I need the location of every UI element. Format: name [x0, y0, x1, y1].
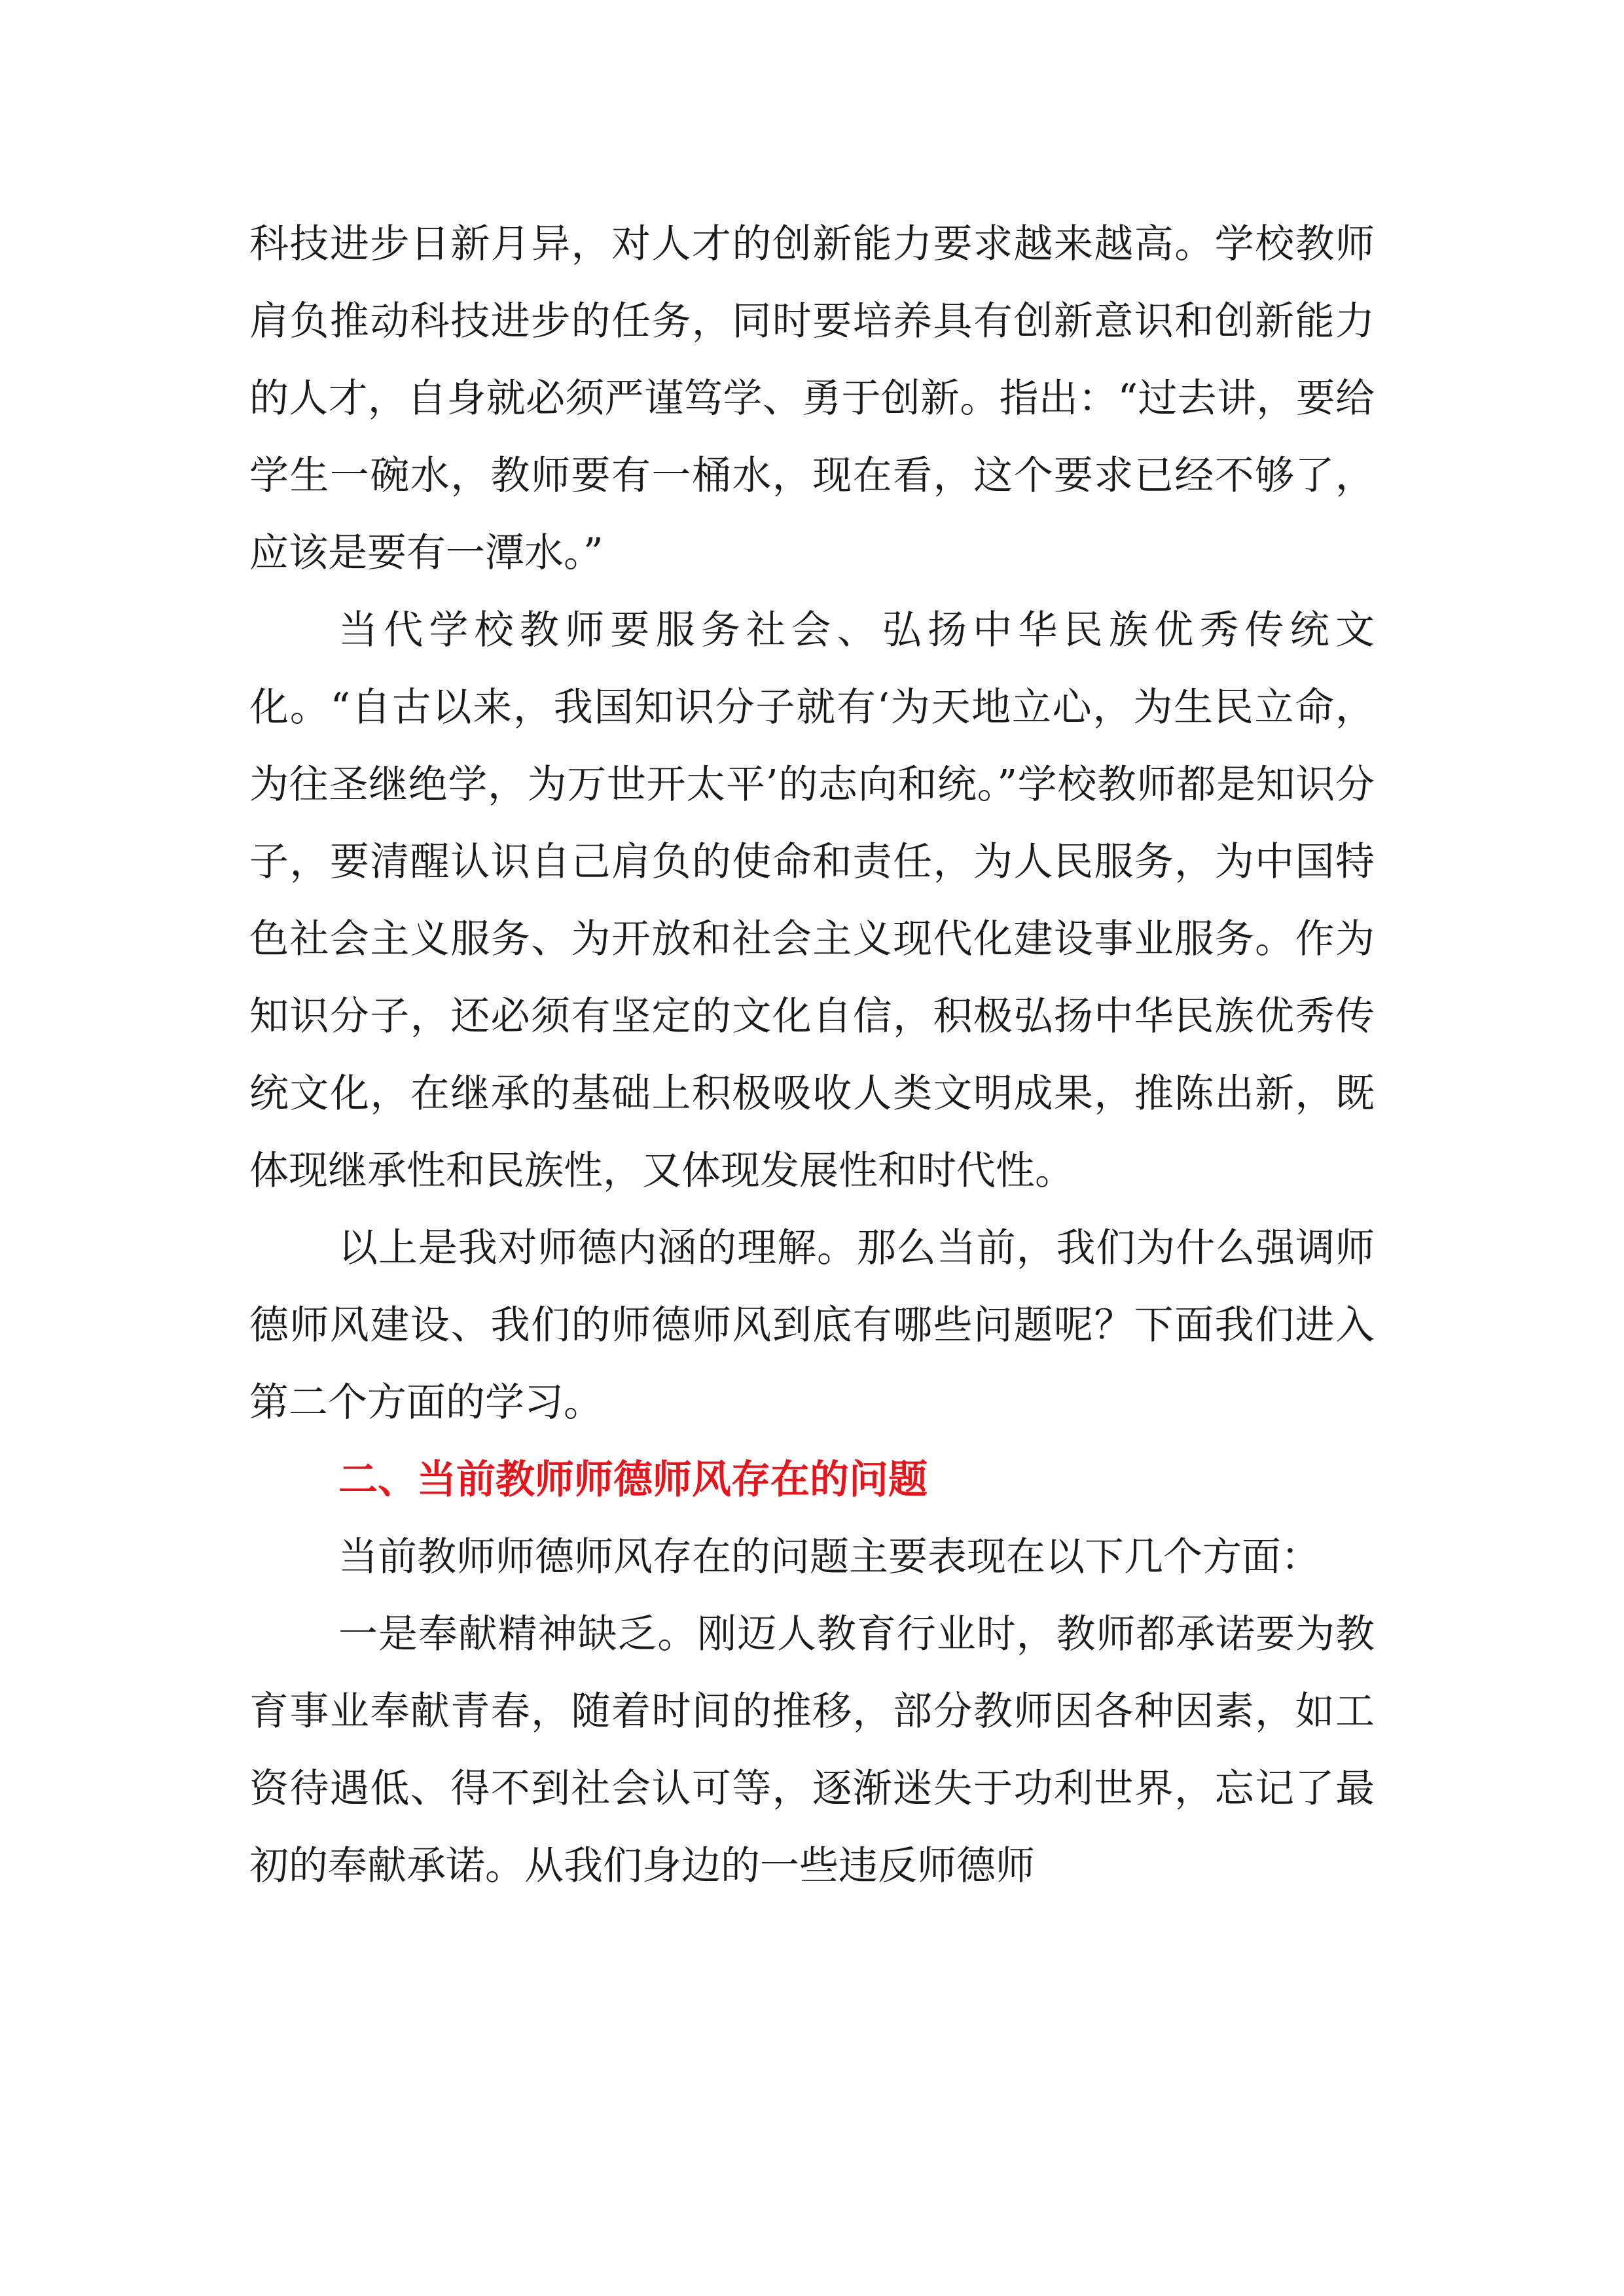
section-heading: 二、当前教师师德师风存在的问题 — [338, 1457, 928, 1503]
document-body — [249, 206, 1375, 1905]
paragraph-serve-society: 当代学校教师要服务社会、弘扬中华民族优秀传统文化。“自古以来，我国知识分子就有‘为天地立心，为生民立命，为往圣继绝学，为万世开太平’的志向和统。”学校教师都是知识分子，要清醒认识自己肩负的使命和责任，为人民服务，为中国特色社会主义服务、为开放和社会主义现代化建设事业服务。作为知识分子，还必须有坚定的文化自信，积极弘扬中华民族优秀传统文化，在继承的基础上积极吸收人类文明成果，推陈出新，既体现继承性和民族性，又体现发展性和时代性。 — [249, 607, 1375, 1194]
paragraph-transition: 以上是我对师德内涵的理解。那么当前，我们为什么强调师德师风建设、我们的师德师风到底有哪些问题呢？下面我们进入第二个方面的学习。 — [249, 1225, 1375, 1426]
paragraph-problems-intro: 当前教师师德师风存在的问题主要表现在以下几个方面： — [338, 1534, 1320, 1580]
paragraph-innovation: 科技进步日新月异，对人才的创新能力要求越来越高。学校教师肩负推动科技进步的任务，同时要培养具有创新意识和创新能力的人才，自身就必须严谨笃学、勇于创新。指出：“过去讲，要给学生一碗水，教师要有一桶水，现在看，这个要求已经不够了，应该是要有一潭水。” — [249, 221, 1375, 576]
paragraph-dedication-lacking: 一是奉献精神缺乏。刚迈人教育行业时，教师都承诺要为教育事业奉献青春，随着时间的推移，部分教师因各种因素，如工资待遇低、得不到社会认可等，逐渐迷失于功利世界，忘记了最初的奉献承诺。从我们身边的一些违反师德师 — [249, 1611, 1375, 1889]
